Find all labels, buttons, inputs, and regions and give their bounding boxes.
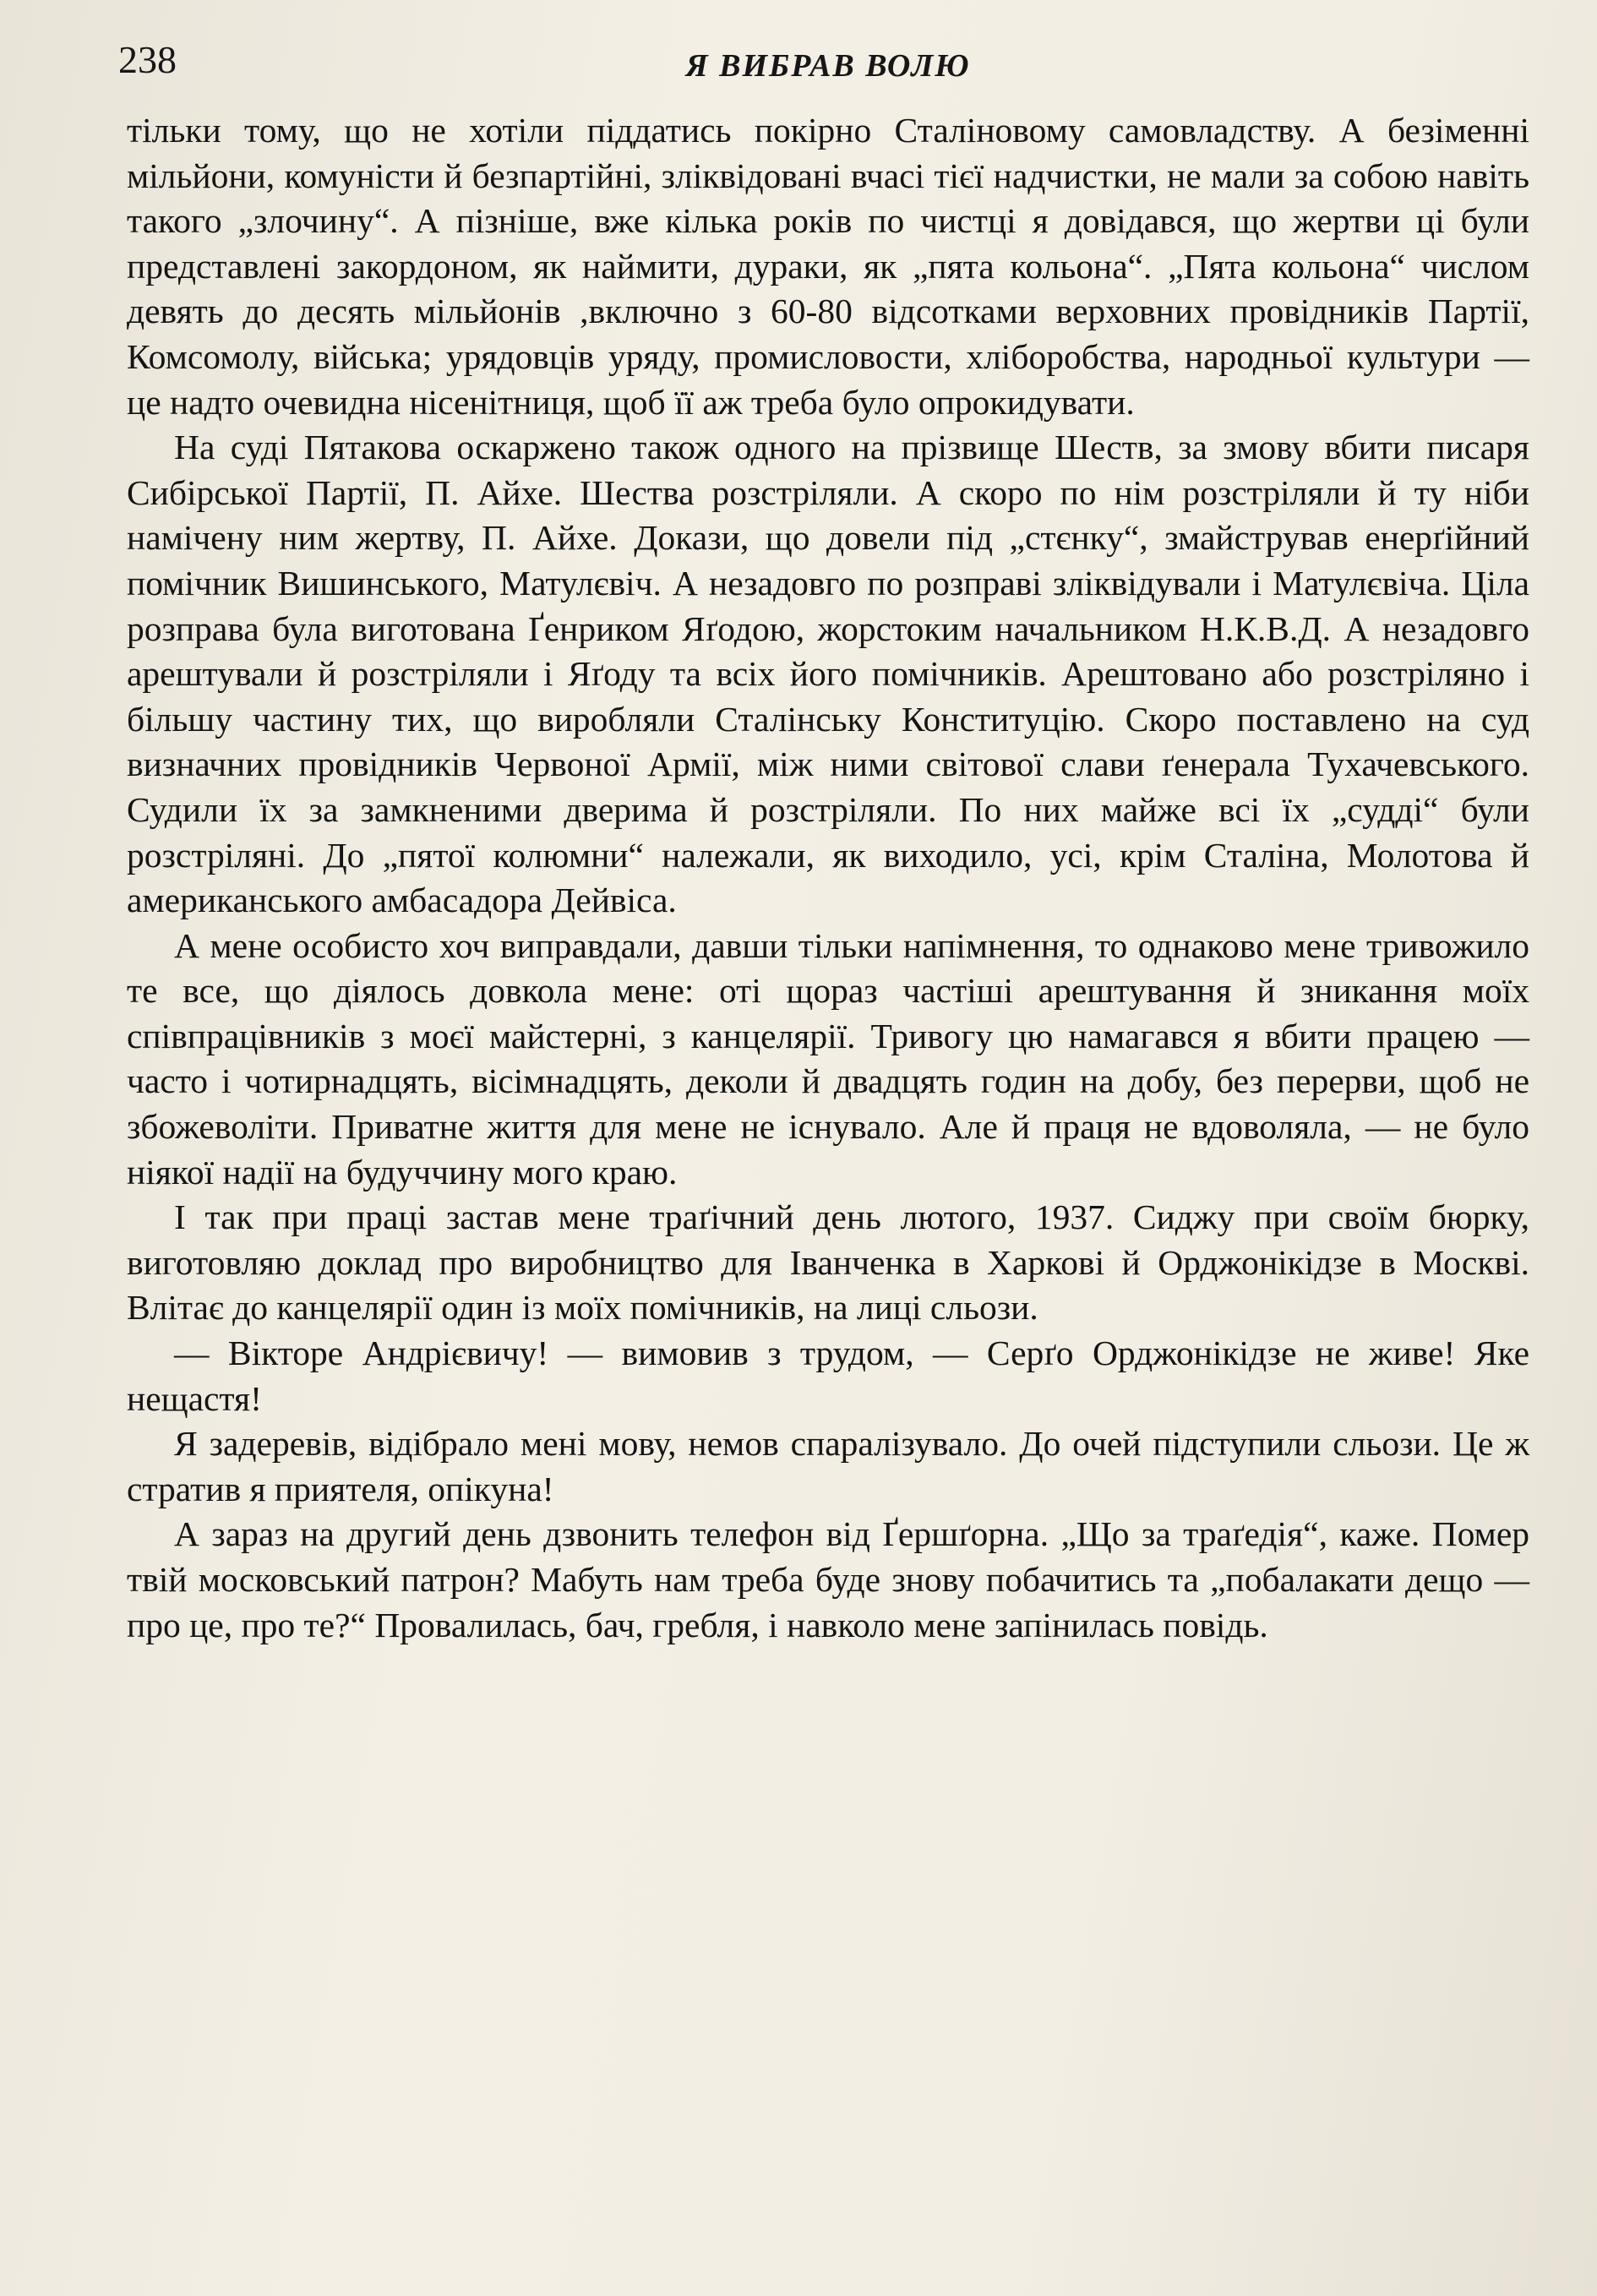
paragraph-1: тільки тому, що не хотіли піддатись покірно Сталіновому самовладству. А безіменні мільйони, комуністи й безпартійні, зліквідовані вчасі тієї надчистки, не мали за собою навіть такого „злочину“. А пізніше, вже кілька років по чистці я довідався, що жертви ці були представлені закордоном, як наймити, дураки, як „пята кольона“. „Пята кольона“ числом девять до десять мільйонів ,включно з 60-80 відсотками верховних провідників Партії, Комсомолу, війська; урядовців уряду, промисловости, хліборобства, народньої культури — це надто очевидна нісенітниця, щоб її аж треба було опрокидувати. <box>127 111 1529 422</box>
running-title: Я ВИБРАВ ВОЛЮ <box>685 48 971 84</box>
paragraph-6: Я задеревів, відібрало мені мову, немов спаралізувало. До очей підступили сльози. Це ж стратив я приятеля, опікуна! <box>127 1424 1529 1508</box>
paragraph-3: А мене особисто хоч виправдали, давши тільки напімнення, то однаково мене тривожило те все, що діялось довкола мене: оті щораз частіші арештування й зникання моїх співпрацівників з моєї майстерні, з канцелярії. Тривогу цю намагався я вбити працею — часто і чотирнадцять, вісімнадцять, деколи й двадцять годин на добу, без перерви, щоб не збожеволіти. Приватне життя для мене не існувало. Але й праця не вдоволяла, — не було ніякої надії на будуччину мого краю. <box>127 925 1529 1192</box>
page-number: 238 <box>118 38 177 81</box>
page-header <box>118 34 1538 93</box>
paragraph-5: — Вікторе Андрієвичу! — вимовив з трудом, — Серґо Орджонікідзе не живе! Яке нещастя! <box>127 1333 1529 1418</box>
paragraph-7: А зараз на другий день дзвонить телефон від Ґершґорна. „Що за траґедія“, каже. Помер твій московський патрон? Мабуть нам треба буде знову побачитись та „побалакати дещо — про це, про те?“ Провалилась, бач, гребля, і навколо мене запінилась повідь. <box>127 1514 1529 1644</box>
body-text <box>127 108 1529 1648</box>
paragraph-4: І так при праці застав мене траґічний день лютого, 1937. Сиджу при своїм бюрку, виготовляю доклад про виробництво для Іванченка в Харкові й Орджонікідзе в Москві. Влітає до канцелярії один із моїх помічників, на лиці сльози. <box>127 1197 1529 1328</box>
paragraph-2: На суді Пятакова оскаржено також одного на прізвище Шеств, за змову вбити писаря Сибірської Партії, П. Айхе. Шества розстріляли. А скоро по нім розстріляли й ту ніби намічену ним жертву, П. Айхе. Докази, що довели під „стєнку“, змайстрував енерґійний помічник Вишинського, Матулєвіч. А незадовго по розправі зліквідували і Матулєвіча. Ціла розправа була виготована Ґенриком Яґодою, жорстоким начальником Н.К.В.Д. А незадовго арештували й розстріляли і Яґоду та всіх його помічників. Арештовано або розстріляно і більшу частину тих, що виробляли Сталінську Конституцію. Скоро поставлено на суд визначних провідників Червоної Армії, між ними світової слави ґенерала Тухачевського. Судили їх за замкненими дверима й розстріляли. По них майже всі їх „судді“ були розстріляні. До „пятої колюмни“ належали, як виходило, усі, крім Сталіна, Молотова й американського амбасадора Дейвіса. <box>127 428 1529 920</box>
